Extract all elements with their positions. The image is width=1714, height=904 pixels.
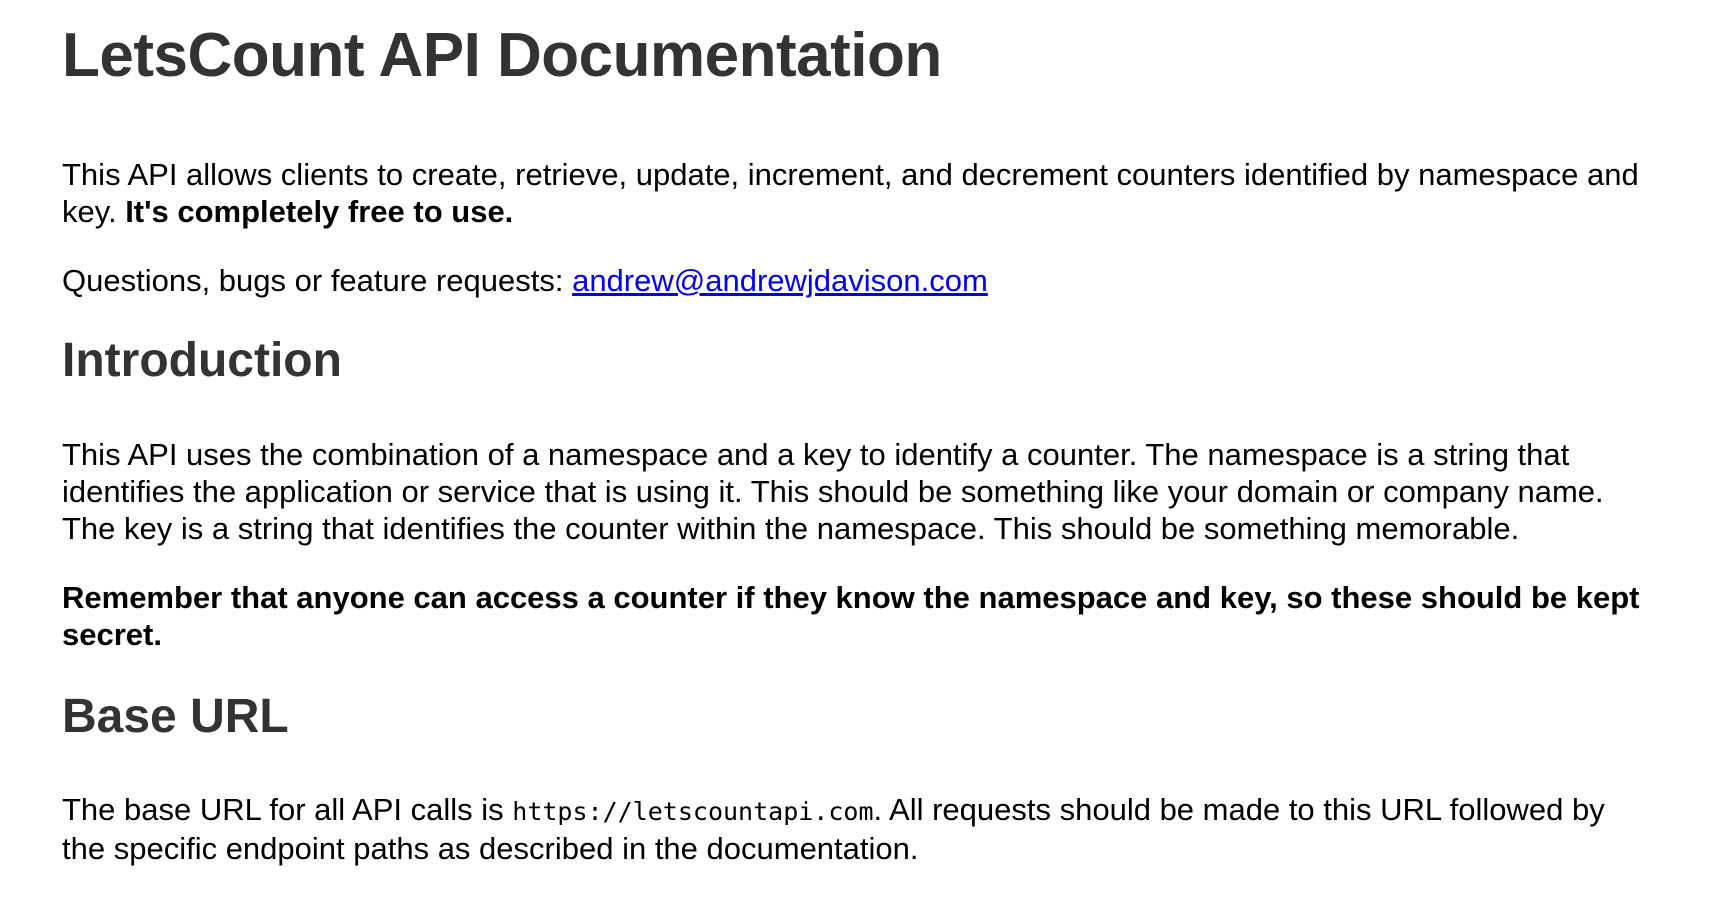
contact-email-link[interactable]: andrew@andrewjdavison.com [572, 263, 988, 298]
base-url-paragraph [62, 791, 1652, 867]
documentation-page [0, 20, 1714, 867]
intro-free-notice: It's completely free to use. [125, 194, 514, 229]
introduction-heading: Introduction [62, 334, 342, 387]
base-url-heading: Base URL [62, 690, 289, 743]
contact-paragraph [62, 262, 1652, 299]
base-url-text-after: . All requests should be made to this URL followed by the specific endpoint paths as described in the documentation. [62, 792, 1605, 866]
page-title: LetsCount API Documentation [62, 21, 942, 90]
base-url-code: https://letscountapi.com [512, 797, 874, 826]
secret-warning: Remember that anyone can access a counter if they know the namespace and key, so these should be kept secret. [62, 580, 1640, 652]
intro-paragraph [62, 156, 1652, 230]
introduction-body: This API uses the combination of a namespace and a key to identify a counter. The namespace is a string that identifies the application or service that is using it. This should be something like your domain or company name. The key is a string that identifies the counter within the namespace. This should be something memorable. [62, 437, 1604, 546]
base-url-text-before: The base URL for all API calls is [62, 792, 504, 827]
contact-label: Questions, bugs or feature requests: [62, 263, 564, 298]
intro-text: This API allows clients to create, retrieve, update, increment, and decrement counters identified by namespace and key. [62, 157, 1639, 229]
